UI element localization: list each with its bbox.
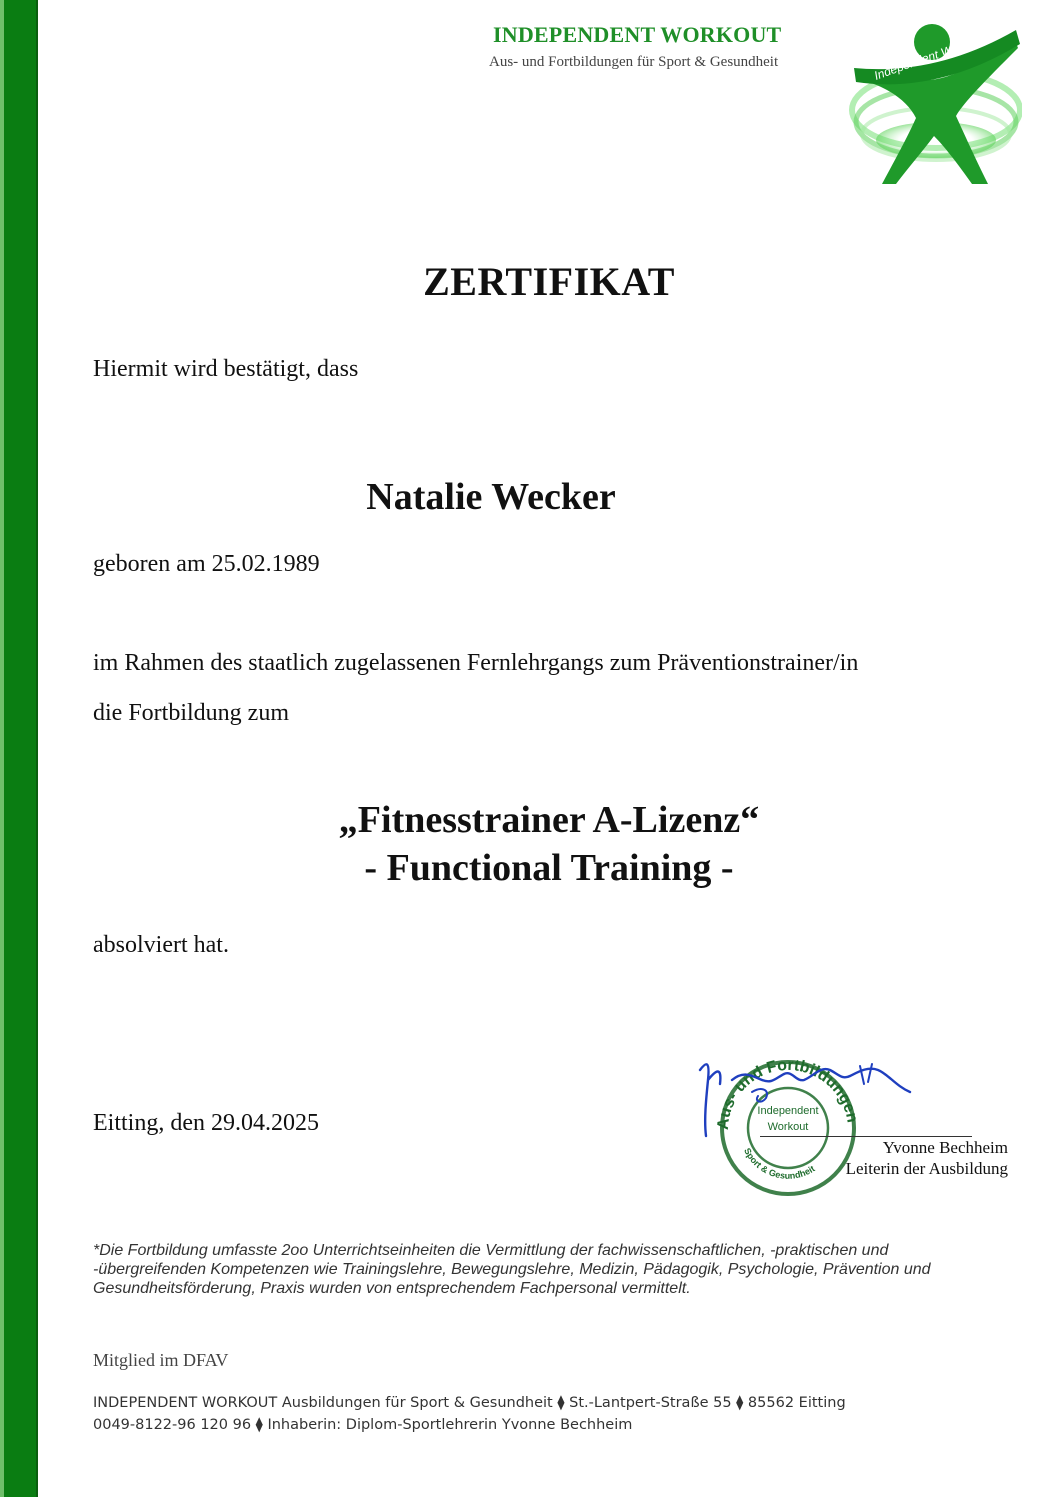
certificate-title: ZERTIFIKAT <box>423 259 675 304</box>
context-line-2: die Fortbildung zum <box>93 700 289 726</box>
signer-name: Yvonne Bechheim <box>882 1138 1008 1157</box>
place-and-date: Eitting, den 29.04.2025 <box>93 1110 319 1136</box>
course-name: „Fitnesstrainer A-Lizenz“ <box>338 799 760 841</box>
birth-date-line: geboren am 25.02.1989 <box>93 551 320 577</box>
context-line-1: im Rahmen des staatlich zugelassenen Fernlehrgangs zum Präventionstrainer/in <box>93 650 859 676</box>
left-green-border <box>0 0 38 1497</box>
stamp-top-text: Aus- und Fortbildungen <box>714 1056 861 1131</box>
completion-text: absolviert hat. <box>93 932 229 958</box>
intro-text: Hiermit wird bestätigt, dass <box>93 356 359 382</box>
stamp-bottom-text: Sport & Gesundheit <box>742 1146 817 1181</box>
organization-name: INDEPENDENT WORKOUT <box>493 22 782 47</box>
footer-address <box>93 1392 1013 1436</box>
organization-subtitle: Aus- und Fortbildungen für Sport & Gesundheit <box>489 54 779 70</box>
stamp-center-text-2: Workout <box>767 1121 809 1133</box>
course-subtitle: - Functional Training - <box>364 847 734 889</box>
footer-line-1: INDEPENDENT WORKOUT Ausbildungen für Sport & Gesundheit ⧫ St.-Lantpert-Straße 55 ⧫ 85562 Eitting <box>93 1395 846 1411</box>
recipient-name: Natalie Wecker <box>366 476 616 518</box>
membership-note: Mitglied im DFAV <box>93 1350 229 1370</box>
signature-line <box>760 1136 972 1137</box>
footer-line-2: 0049-8122-96 120 96 ⧫ Inhaberin: Diplom-Sportlehrerin Yvonne Bechheim <box>93 1417 633 1433</box>
stamp-center-text-1: Independent <box>757 1105 819 1117</box>
signer-role: Leiterin der Ausbildung <box>845 1159 1008 1178</box>
logo-text: Independent Workout <box>872 32 986 83</box>
footnote: *Die Fortbildung umfasste 2oo Unterrichtseinheiten die Vermittlung der fachwissenschaftlichen, -praktischen und -übergreifenden Kompetenzen wie Trainingslehre, Bewegungslehre, Medizin, Pädagogik, Psychologie, Prävention und Gesundheitsförderung, Praxis wurden von entsprechendem Fachpersonal vermittelt. <box>93 1242 931 1297</box>
independent-workout-logo <box>846 18 1022 188</box>
